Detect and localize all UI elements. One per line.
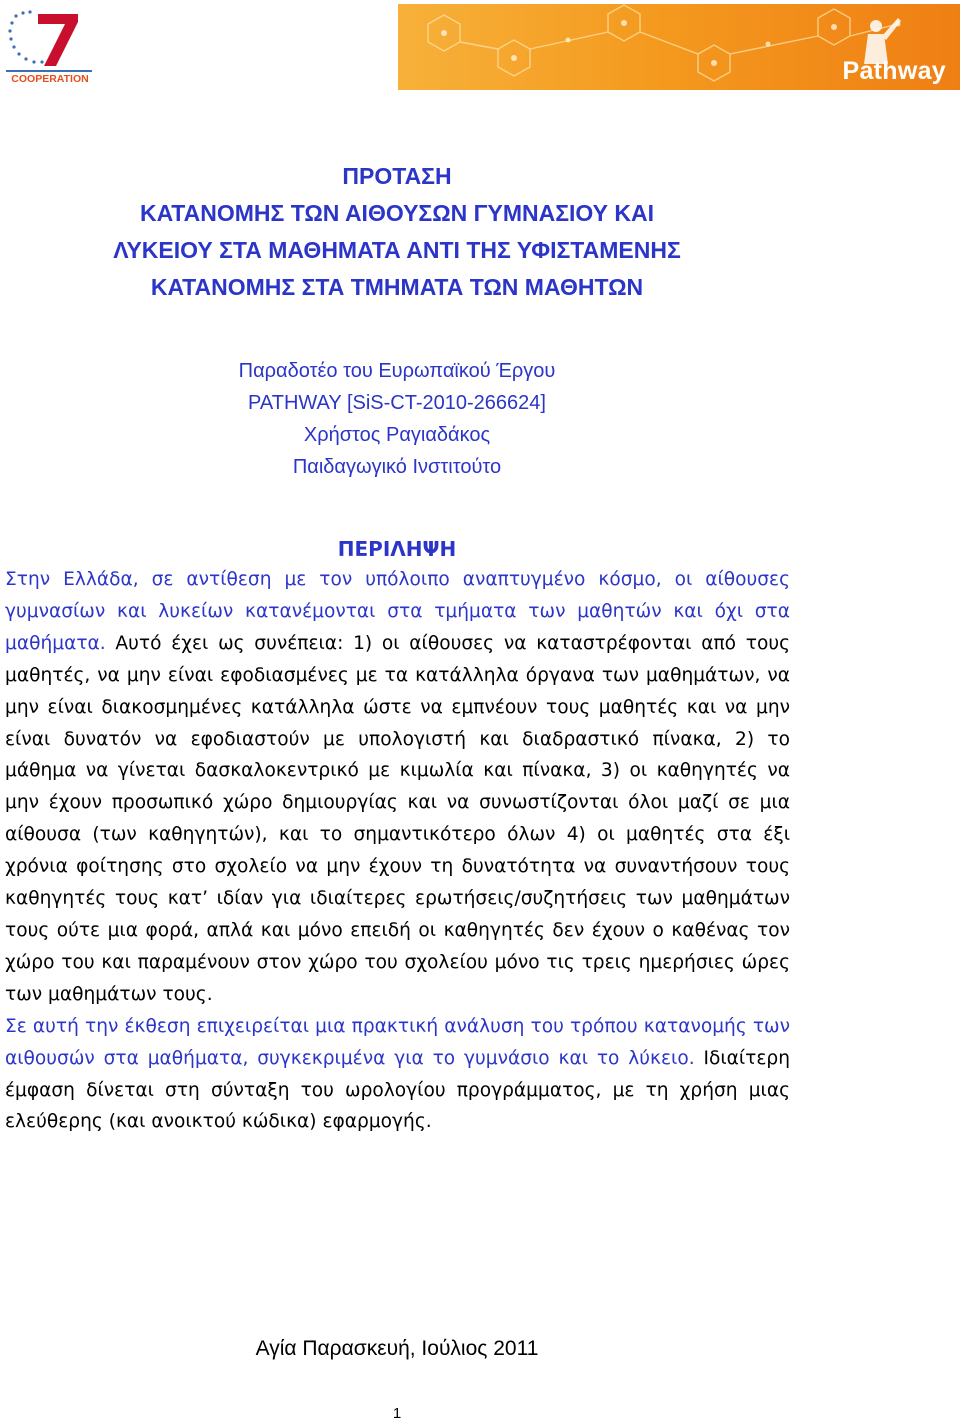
page-number: 1 xyxy=(392,1405,402,1422)
title-line: ΛΥΚΕΙΟΥ ΣΤΑ ΜΑΘΗΜΑΤΑ ΑΝΤΙ ΤΗΣ ΥΦΙΣΤΑΜΕΝΗΣ xyxy=(113,237,681,263)
summary-paragraph-1 xyxy=(5,564,790,1011)
document-title xyxy=(0,158,794,306)
summary-paragraph-2-body: Ιδιαίτερη έμφαση δίνεται στη σύνταξη του ωρολογίου προγράμματος, με τη χρήση μιας ελεύθερης (και ανοικτού κώδικα) εφαρμογής. xyxy=(5,1047,790,1133)
banner-title: Pathway xyxy=(842,57,946,85)
project-id-line: PATHWAY [SiS-CT-2010-266624] xyxy=(248,392,546,414)
deliverable-info xyxy=(0,355,794,483)
summary-paragraph-1-intro: Στην Ελλάδα, σε αντίθεση με τον υπόλοιπο αναπτυγμένο κόσμο, οι αίθουσες γυμνασίων και λυκείων κατανέμονται στα τμήματα των μαθητών και όχι στα μαθήματα. xyxy=(5,569,790,654)
title-line: ΠΡΟΤΑΣΗ xyxy=(342,163,452,189)
summary-heading: ΠΕΡΙΛΗΨΗ xyxy=(337,537,457,561)
pathway-banner xyxy=(398,4,960,90)
deliverable-line: Παραδοτέο του Ευρωπαϊκού Έργου xyxy=(238,360,556,382)
author-line: Χρήστος Ραγιαδάκος xyxy=(303,424,491,446)
summary-paragraph-2-intro: Σε αυτή την έκθεση επιχειρείται μια πρακτική ανάλυση του τρόπου κατανομής των αιθουσών στα μαθήματα, συγκεκριμένα για το γυμνάσιο και το λύκειο. xyxy=(5,1015,790,1069)
fp7-cooperation-logo xyxy=(4,8,96,88)
summary-paragraph-2 xyxy=(5,1011,790,1139)
title-line: ΚΑΤΑΝΟΜΗΣ ΤΩΝ ΑΙΘΟΥΣΩΝ ΓΥΜΝΑΣΙΟΥ ΚΑΙ xyxy=(140,200,654,226)
title-line: ΚΑΤΑΝΟΜΗΣ ΣΤΑ ΤΜΗΜΑΤΑ ΤΩΝ ΜΑΘΗΤΩΝ xyxy=(150,274,644,300)
fp7-logo-caption: COOPERATION xyxy=(11,73,89,85)
summary-body xyxy=(5,564,790,1138)
institute-line: Παιδαγωγικό Ινστιτούτο xyxy=(292,456,502,478)
fp7-logo-icon xyxy=(4,8,96,88)
place-date: Αγία Παρασκευή, Ιούλιος 2011 xyxy=(255,1337,539,1360)
summary-paragraph-1-body: Αυτό έχει ως συνέπεια: 1) οι αίθουσες να καταστρέφονται από τους μαθητές, να μην είναι εφοδιασμένες με τα κατάλληλα όργανα των μαθημάτων, να μην είναι διακοσμημένες κατάλληλα ώστε να εμπνέουν τους μαθητές και να μην είναι δυνατόν να εφοδιαστούν με υπολογιστή και διαδραστικό πίνακα, 2) το μάθημα να γίνεται δασκαλοκεντρικό με κιμωλία και πίνακα, 3) οι καθηγητές να μην έχουν προσωπικό χώρο δημιουργίας και να συνωστίζονται όλοι μαζί σε μια αίθουσα (των καθηγητών), και το σημαντικότερο όλων 4) οι μαθητές στα έξι χρόνια φοίτησης στο σχολείο να μην έχουν τη δυνατότητα να συναντήσουν τους καθηγητές τους κατ’ ιδίαν για ιδιαίτερες ερωτήσεις/συζητήσεις των μαθημάτων τους ούτε μια φορά, απλά και μόνο επειδή οι καθηγητές δεν έχουν ο καθένας τον χώρο του και παραμένουν στον χώρο του σχολείου μόνο τις τρεις ημερήσιες ώρες των μαθημάτων τους. xyxy=(5,632,790,1005)
